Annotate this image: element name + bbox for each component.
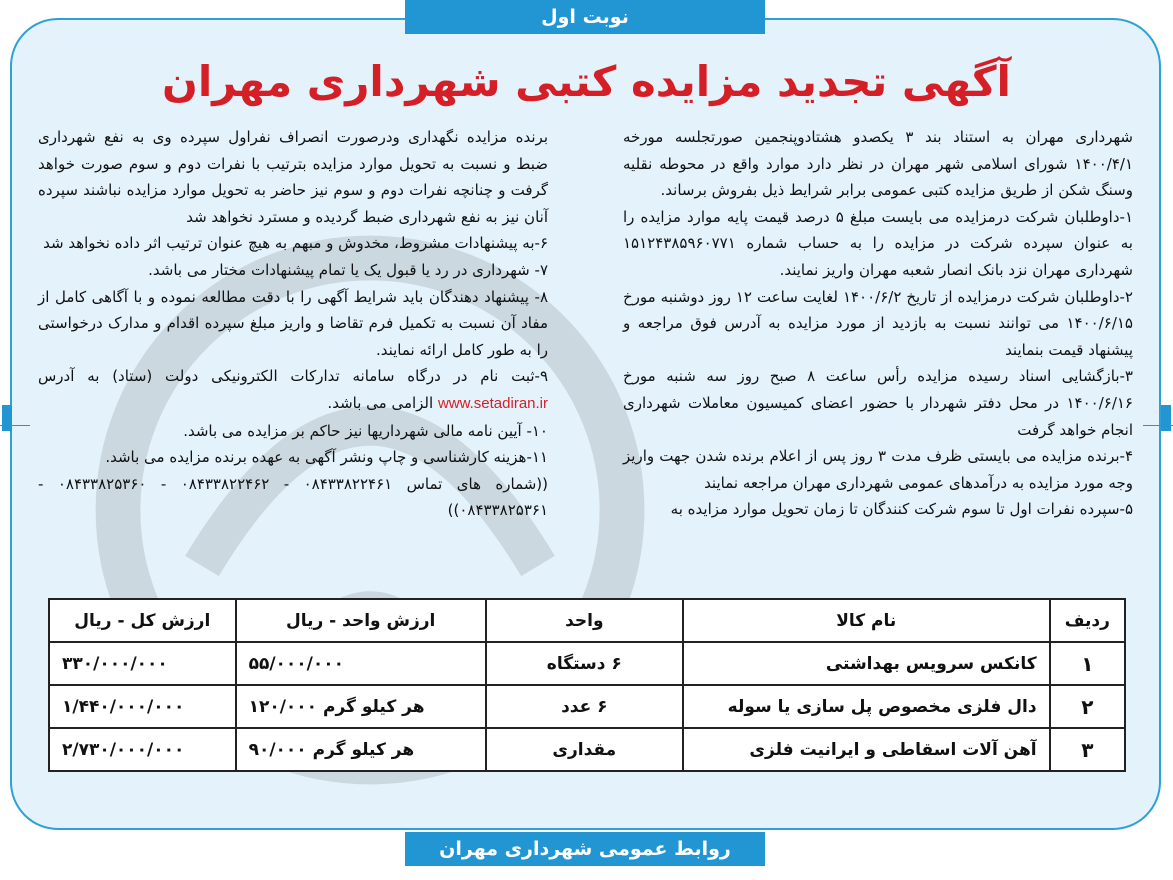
- condition-1: ۱-داوطلبان شرکت درمزایده می بایست مبلغ ۵ درصد قیمت پایه موارد مزایده را به عنوان سپرده شرکت در مزایده را به حساب شماره ۱۵۱۲۴۳۸۵۹۶۰۷۷۱ شهرداری مهران نزد بانک انصار شعبه مهران واریز نمایند.: [623, 207, 1134, 279]
- left-text-column: [38, 124, 548, 524]
- condition-9: [38, 363, 548, 417]
- item-name: دال فلزی مخصوص پل سازی یا سوله: [683, 685, 1050, 728]
- right-text-column: [623, 124, 1133, 523]
- right-edge-line: [1143, 425, 1173, 426]
- header-unit-price: ارزش واحد - ریال: [236, 599, 486, 642]
- item-total-value: ۲/۷۳۰/۰۰۰/۰۰۰: [49, 728, 236, 771]
- auction-items-table: [48, 598, 1126, 772]
- row-number: ۳: [1050, 728, 1125, 771]
- row-number: ۲: [1050, 685, 1125, 728]
- table-header-row: [49, 599, 1125, 642]
- item-unit-price: هر کیلو گرم ۱۲۰/۰۰۰: [236, 685, 486, 728]
- condition-7: ۷- شهرداری در رد یا قبول یک یا تمام پیشنهادات مختار می باشد.: [148, 260, 548, 279]
- table-row: [49, 685, 1125, 728]
- item-name: آهن آلات اسقاطی و ایرانیت فلزی: [683, 728, 1050, 771]
- header-unit: واحد: [486, 599, 683, 642]
- condition-9-suffix: الزامی می باشد.: [327, 393, 434, 412]
- setad-website-link[interactable]: www.setadiran.ir: [437, 394, 548, 412]
- condition-6: ۶-به پیشنهادات مشروط، مخدوش و مبهم به هیچ عنوان ترتیب اثر داده نخواهد شد: [43, 234, 548, 253]
- item-unit-price: هر کیلو گرم ۹۰/۰۰۰: [236, 728, 486, 771]
- condition-10: ۱۰- آیین نامه مالی شهرداریها نیز حاکم بر مزایده می باشد.: [183, 421, 548, 440]
- round-badge: نوبت اول: [405, 0, 765, 34]
- table-row: [49, 728, 1125, 771]
- contact-numbers: ((شماره های تماس ۰۸۴۳۳۸۲۲۴۶۱ - ۰۸۴۳۳۸۲۲۴۶۲ - ۰۸۴۳۳۸۲۵۳۶۰ - ۰۸۴۳۳۸۲۵۳۶۱)): [38, 474, 549, 520]
- intro-paragraph: شهرداری مهران به استناد بند ۳ یکصدو هشتادوپنجمین صورتجلسه مورخه ۱۴۰۰/۴/۱ شورای اسلامی شهر مهران در نظر دارد موارد واقع در محوطه نقلیه وسنگ شکن از طریق مزایده کتبی عمومی برابر شرایط ذیل بفروش برساند.: [623, 128, 1133, 200]
- condition-11: ۱۱-هزینه کارشناسی و چاپ ونشر آگهی به عهده برنده مزایده می باشد.: [105, 448, 548, 467]
- item-unit-price: ۵۵/۰۰۰/۰۰۰: [236, 642, 486, 685]
- item-unit: ۶ عدد: [486, 685, 683, 728]
- condition-3: ۳-بازگشایی اسناد رسیده مزایده رأس ساعت ۸ صبح روز سه شنبه مورخ ۱۴۰۰/۶/۱۶ در محل دفتر شهردار با حضور اعضای کمیسیون معاملات شهرداری انجام خواهد گرفت: [623, 367, 1133, 439]
- notice-title: آگهی تجدید مزایده کتبی شهرداری مهران: [162, 57, 1011, 106]
- item-total-value: ۱/۴۴۰/۰۰۰/۰۰۰: [49, 685, 236, 728]
- condition-5: ۵-سپرده نفرات اول تا سوم شرکت کنندگان تا زمان تحویل موارد مزایده به: [670, 500, 1133, 519]
- condition-2: ۲-داوطلبان شرکت درمزایده از تاریخ ۱۴۰۰/۶/۲ لغایت ساعت ۱۲ روز دوشنبه مورخ ۱۴۰۰/۶/۱۵ می توانند نسبت به بازدید از مورد مزایده به آدرس فوق مراجعه و پیشنهاد قیمت بنمایند: [623, 287, 1133, 359]
- header-item-name: نام کالا: [683, 599, 1050, 642]
- item-unit: مقداری: [486, 728, 683, 771]
- condition-5-continued: برنده مزایده نگهداری ودرصورت انصراف نفراول سپرده وی به نفع شهرداری ضبط و نسبت به تحویل موارد مزایده بترتیب با نفرات دوم و سوم صورت خواهد گرفت و چنانچه نفرات دوم و سوم نیز حاضر به تحویل موارد مزایده نباشند سپرده آنان نیز به نفع شهرداری ضبط گردیده و مسترد نخواهد شد: [38, 128, 548, 226]
- item-total-value: ۳۳۰/۰۰۰/۰۰۰: [49, 642, 236, 685]
- header-total-value: ارزش کل - ریال: [49, 599, 236, 642]
- public-relations-badge: روابط عمومی شهرداری مهران: [405, 832, 765, 866]
- table-row: [49, 642, 1125, 685]
- right-edge-marker: [1161, 405, 1171, 431]
- header-row-number: ردیف: [1050, 599, 1125, 642]
- condition-9-text: ۹-ثبت نام در درگاه سامانه تدارکات الکترونیکی دولت (ستاد) به آدرس: [38, 367, 548, 386]
- condition-4: ۴-برنده مزایده می بایستی ظرف مدت ۳ روز پس از اعلام برنده شدن جهت واریز وجه مورد مزایده به درآمدهای عمومی شهرداری مهران مراجعه نمایند: [623, 447, 1133, 492]
- row-number: ۱: [1050, 642, 1125, 685]
- left-edge-marker: [2, 405, 12, 431]
- left-edge-line: [0, 425, 30, 426]
- item-name: کانکس سرویس بهداشتی: [683, 642, 1050, 685]
- item-unit: ۶ دستگاه: [486, 642, 683, 685]
- condition-8: ۸- پیشنهاد دهندگان باید شرایط آگهی را با دقت مطالعه نموده و با آگاهی کامل از مفاد آن نسبت به تکمیل فرم تقاضا و واریز مبلغ سپرده اقدام و مدارک درخواستی را به طور کامل ارائه نمایند.: [38, 287, 548, 359]
